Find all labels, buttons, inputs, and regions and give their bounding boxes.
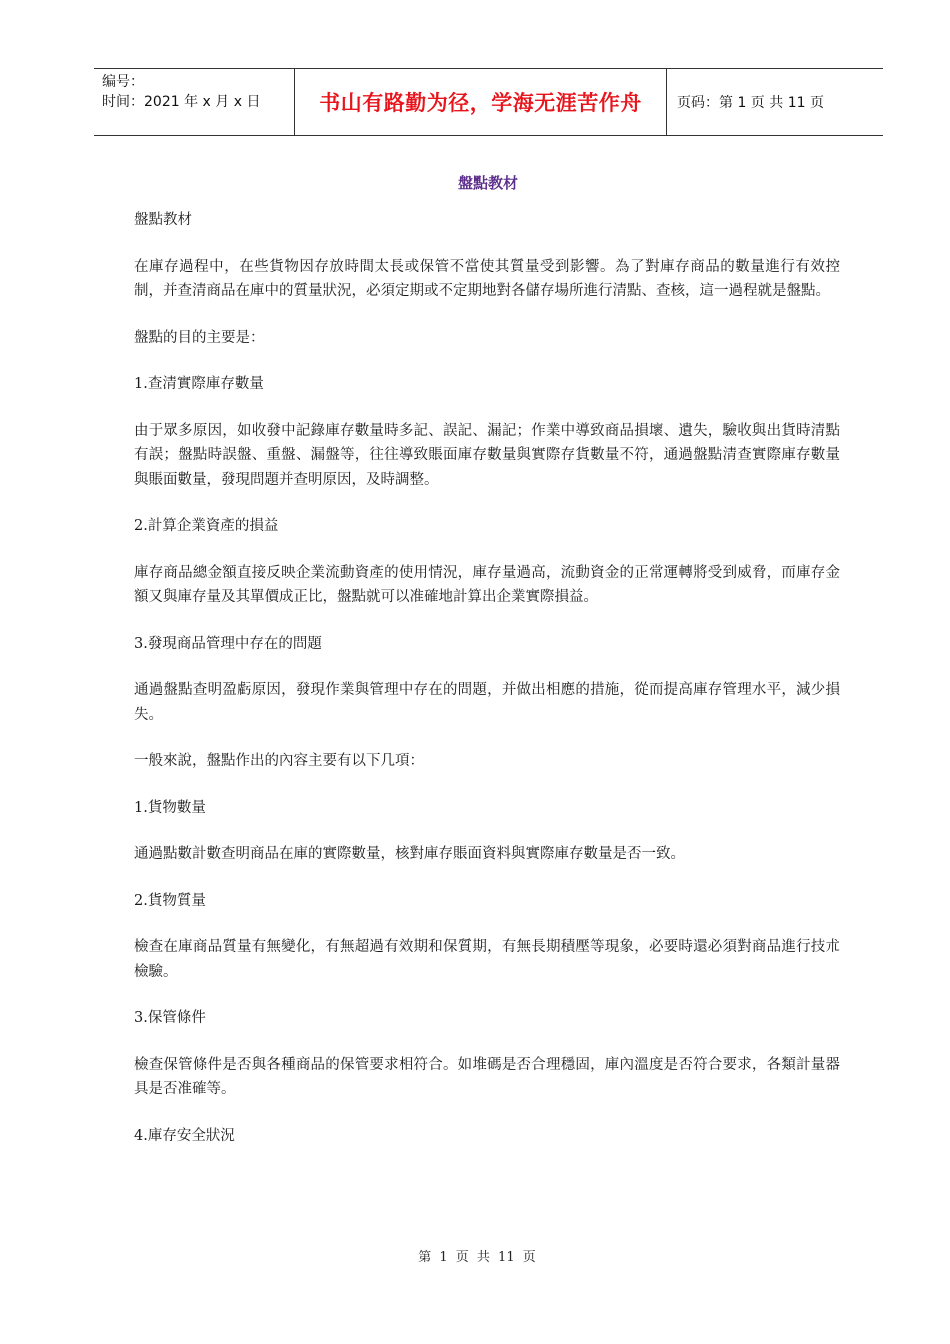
- document-title: 盤點教材: [457, 174, 518, 192]
- section-heading: 3.發現商品管理中存在的問題: [134, 635, 322, 652]
- paragraph: 在庫存過程中，在些貨物因存放時間太長或保管不當使其質量受到影響。為了對庫存商品的數量進行有效控制，并查清商品在庫中的質量狀況，必須定期或不定期地對各儲存場所進行清點、查核，這一過程就是盤點。: [134, 258, 840, 299]
- paragraph: 通過點數計數查明商品在庫的實際數量，核對庫存賬面資料與實際庫存數量是否一致。: [134, 846, 685, 862]
- number-label: 编号：: [102, 74, 144, 90]
- paragraph: 檢查保管條件是否與各種商品的保管要求相符合。如堆碼是否合理穩固，庫內溫度是否符合要求，各類計量器具是否准確等。: [134, 1056, 840, 1097]
- section-heading: 4.庫存安全狀況: [134, 1127, 235, 1144]
- page-footer: 第 1 页 共 11 页: [418, 1250, 536, 1265]
- motto-text: 书山有路勤为径，学海无涯苦作舟: [319, 91, 642, 115]
- section-heading: 1.貨物數量: [134, 799, 206, 816]
- paragraph: 檢查在庫商品質量有無變化，有無超過有效期和保質期，有無長期積壓等現象，必要時還必須對商品進行技朮檢驗。: [134, 939, 840, 980]
- section-heading: 2.計算企業資產的損益: [134, 518, 279, 534]
- page-number-cell: [667, 69, 883, 135]
- document-body: [134, 208, 840, 1170]
- paragraph: 盤點的目的主要是：: [134, 329, 265, 346]
- motto-cell: [295, 69, 667, 135]
- paragraph: 盤點教材: [134, 212, 192, 228]
- header-table: [94, 68, 883, 136]
- page-label: 页码：第 1 页 共 11 页: [677, 95, 824, 111]
- paragraph: 通過盤點查明盈虧原因，發現作業與管理中存在的問題，并做出相應的措施，從而提高庫存管理水平，減少損失。: [134, 682, 840, 723]
- section-heading: 3.保管條件: [134, 1010, 206, 1026]
- paragraph: 由于眾多原因，如收發中記錄庫存數量時多記、誤記、漏記；作業中導致商品損壞、遺失，驗收與出貨時清點有誤；盤點時誤盤、重盤、漏盤等，往往導致賬面庫存數量與實際存貨數量不符，通過盤點清查實際庫存數量與賬面數量，發現問題并查明原因，及時調整。: [134, 422, 840, 488]
- time-label: 时间：2021 年 x 月 x 日: [102, 94, 261, 110]
- section-heading: 2.貨物質量: [134, 892, 206, 909]
- paragraph: 庫存商品總金額直接反映企業流動資產的使用情況，庫存量過高，流動資金的正常運轉將受到威脅，而庫存金額又與庫存量及其單價成正比，盤點就可以准確地計算出企業實際損益。: [134, 564, 840, 605]
- header-meta-cell: [94, 69, 295, 135]
- section-heading: 1.查清實際庫存數量: [134, 376, 264, 392]
- paragraph: 一般來說，盤點作出的內容主要有以下几項：: [134, 753, 424, 769]
